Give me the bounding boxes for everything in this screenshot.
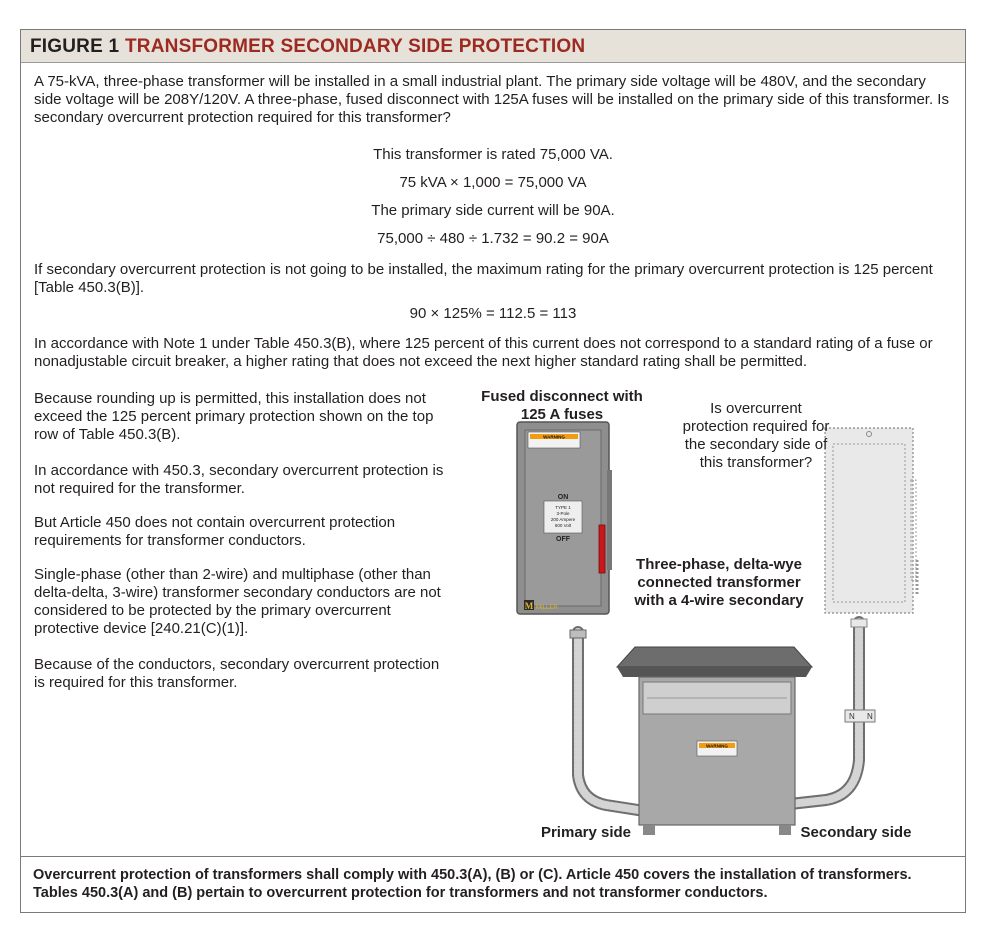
label-secondary-side: Secondary side <box>800 824 912 841</box>
calc-line-3: The primary side current will be 90A. <box>371 202 615 219</box>
left-paragraph-4: Single-phase (other than 2-wire) and multiphase (other than delta-delta, 3-wire) transformer secondary conductors are not considered to be protected by the primary overcurrent protective device [240.21(C)(1)]. <box>34 566 441 637</box>
fused-disconnect <box>517 422 612 614</box>
nameplate-line-3: 200 Ampere <box>550 517 576 522</box>
label-question: Is overcurrent protection required for the secondary side of this transformer? <box>682 400 830 471</box>
nameplate-line-4: 600 Volt <box>554 523 572 528</box>
calc-line-1: This transformer is rated 75,000 VA. <box>373 146 613 163</box>
calc-line-4: 75,000 ÷ 480 ÷ 1.732 = 90.2 = 90A <box>377 230 609 247</box>
left-paragraph-3: But Article 450 does not contain overcurrent protection requirements for transformer conductors. <box>34 514 396 549</box>
figure-footer <box>21 856 965 913</box>
calc-line-5: 90 × 125% = 112.5 = 113 <box>409 305 577 322</box>
disconnect-off-label: OFF <box>556 536 570 543</box>
paragraph-3: In accordance with Note 1 under Table 450.3(B), where 125 percent of this current does not correspond to a standard rating of a fuse or nonadjustable circuit breaker, a higher rating that does not exceed the next higher standard rating shall be permitted. <box>34 335 933 370</box>
brand-mark: M <box>524 601 534 611</box>
paragraph-2: If secondary overcurrent protection is not going to be installed, the maximum rating for the primary overcurrent protection is 125 percent [Table 450.3(B)]. <box>34 261 933 296</box>
figure-frame <box>20 29 966 913</box>
nameplate-line-2: 3-Pole <box>556 511 570 516</box>
transformer <box>617 647 812 835</box>
secondary-connector-mark: N <box>849 712 855 721</box>
calc-line-2: 75 kVA × 1,000 = 75,000 VA <box>399 174 587 191</box>
footer-text: Overcurrent protection of transformers shall comply with 450.3(A), (B) or (C). Article 450 covers the installation of transformers. Tables 450.3(A) and (B) pertain to overcurrent protection for transformers and not transformer conductors. <box>33 867 912 901</box>
disconnect-on-label: ON <box>557 494 569 501</box>
secondary-disconnect-outline <box>825 428 917 613</box>
label-fused-disconnect: Fused disconnect with 125 A fuses <box>481 388 643 423</box>
figure-label: FIGURE 1 <box>30 36 120 57</box>
figure-title: TRANSFORMER SECONDARY SIDE PROTECTION <box>125 36 586 57</box>
transformer-warning: WARNING <box>706 743 728 749</box>
label-primary-side: Primary side <box>540 824 632 841</box>
label-transformer: Three-phase, delta-wye connected transformer with a 4-wire secondary <box>634 556 804 609</box>
left-paragraph-5: Because of the conductors, secondary overcurrent protection is required for this transformer. <box>34 656 440 691</box>
disconnect-warning: WARNING <box>543 434 565 440</box>
left-paragraph-1: Because rounding up is permitted, this installation does not exceed the 125 percent primary protection shown on the top row of Table 450.3(B). <box>34 390 434 443</box>
nameplate-line-1: TYPE 1 <box>555 505 571 510</box>
brand-name: MILLER <box>536 605 558 611</box>
intro-paragraph: A 75-kVA, three-phase transformer will be installed in a small industrial plant. The primary side voltage will be 480V, and the secondary side voltage will be 208Y/120V. A three-phase, fused disconnect with 125A fuses will be installed on the primary side of this transformer. Is secondary overcurrent protection required for this transformer? <box>34 73 949 126</box>
secondary-connector-mark-2: N <box>867 712 873 721</box>
left-paragraph-2: In accordance with 450.3, secondary overcurrent protection is not required for the transformer. <box>34 462 444 497</box>
disconnect-handle <box>599 525 605 573</box>
